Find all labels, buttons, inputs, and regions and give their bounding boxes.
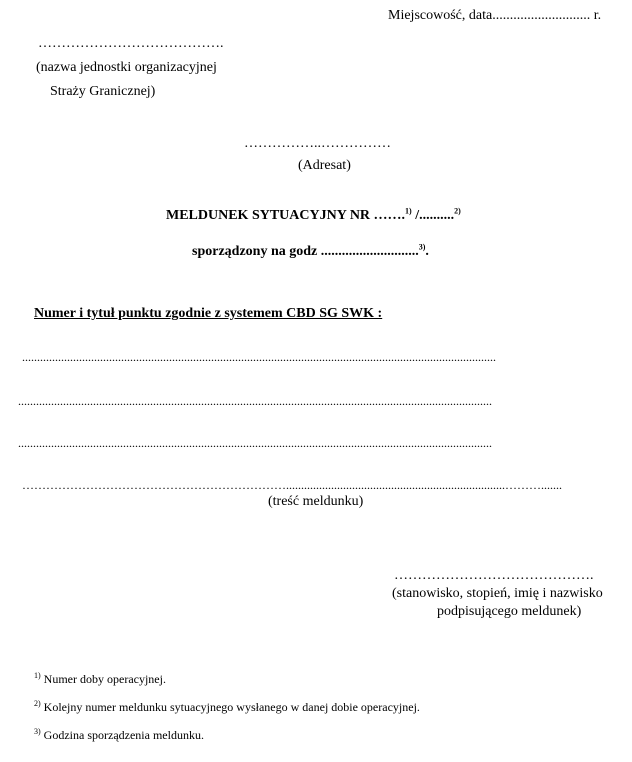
content-caption: (treść meldunku) xyxy=(268,494,364,509)
addressee-dots: ……………..…………… xyxy=(244,136,391,151)
unit-name-caption-line2: Straży Granicznej) xyxy=(50,84,156,99)
footnote-2-text: Kolejny numer meldunku sytuacyjnego wysłanego w danej dobie operacyjnej. xyxy=(40,700,420,714)
report-prepared-line xyxy=(192,244,429,260)
signature-dots: ……………………………………. xyxy=(394,568,594,583)
footnote-3-text: Godzina sporządzenia meldunku. xyxy=(40,728,204,742)
footnote-ref-1: 1) xyxy=(405,206,412,216)
unit-name-dots: …………………………………. xyxy=(38,36,224,51)
footnote-ref-2: 2) xyxy=(454,206,461,216)
section-heading: Numer i tytuł punktu zgodnie z systemem CBD SG SWK : xyxy=(34,306,383,321)
report-title-slash: /.......... xyxy=(411,208,455,223)
report-title xyxy=(166,208,461,224)
content-line-1: .............................................................................................................................................................. xyxy=(22,350,496,364)
addressee-caption: (Adresat) xyxy=(298,158,351,173)
place-date-line: Miejscowość, data............................ r. xyxy=(388,8,602,23)
footnote-3 xyxy=(34,728,204,743)
footnote-1-mark: 1) xyxy=(34,671,41,680)
content-line-4: ………………………………………………………….........................................................................………....... xyxy=(22,478,562,492)
content-line-3: .............................................................................................................................................................. xyxy=(18,436,492,450)
content-line-2: .............................................................................................................................................................. xyxy=(18,394,492,408)
prepared-period: . xyxy=(425,244,429,259)
footnote-ref-3: 3) xyxy=(418,242,426,252)
footnote-1-text: Numer doby operacyjnej. xyxy=(40,672,166,686)
footnote-2 xyxy=(34,700,420,715)
footnote-3-mark: 3) xyxy=(34,727,41,736)
footnote-2-mark: 2) xyxy=(34,699,41,708)
footnote-1 xyxy=(34,672,166,687)
signature-caption-line2: podpisującego meldunek) xyxy=(437,604,582,619)
prepared-text: sporządzony na godz ............................ xyxy=(192,244,419,259)
signature-caption-line1: (stanowisko, stopień, imię i nazwisko xyxy=(392,586,603,601)
unit-name-caption-line1: (nazwa jednostki organizacyjnej xyxy=(36,60,217,75)
report-title-text: MELDUNEK SYTUACYJNY NR ……. xyxy=(166,208,406,223)
